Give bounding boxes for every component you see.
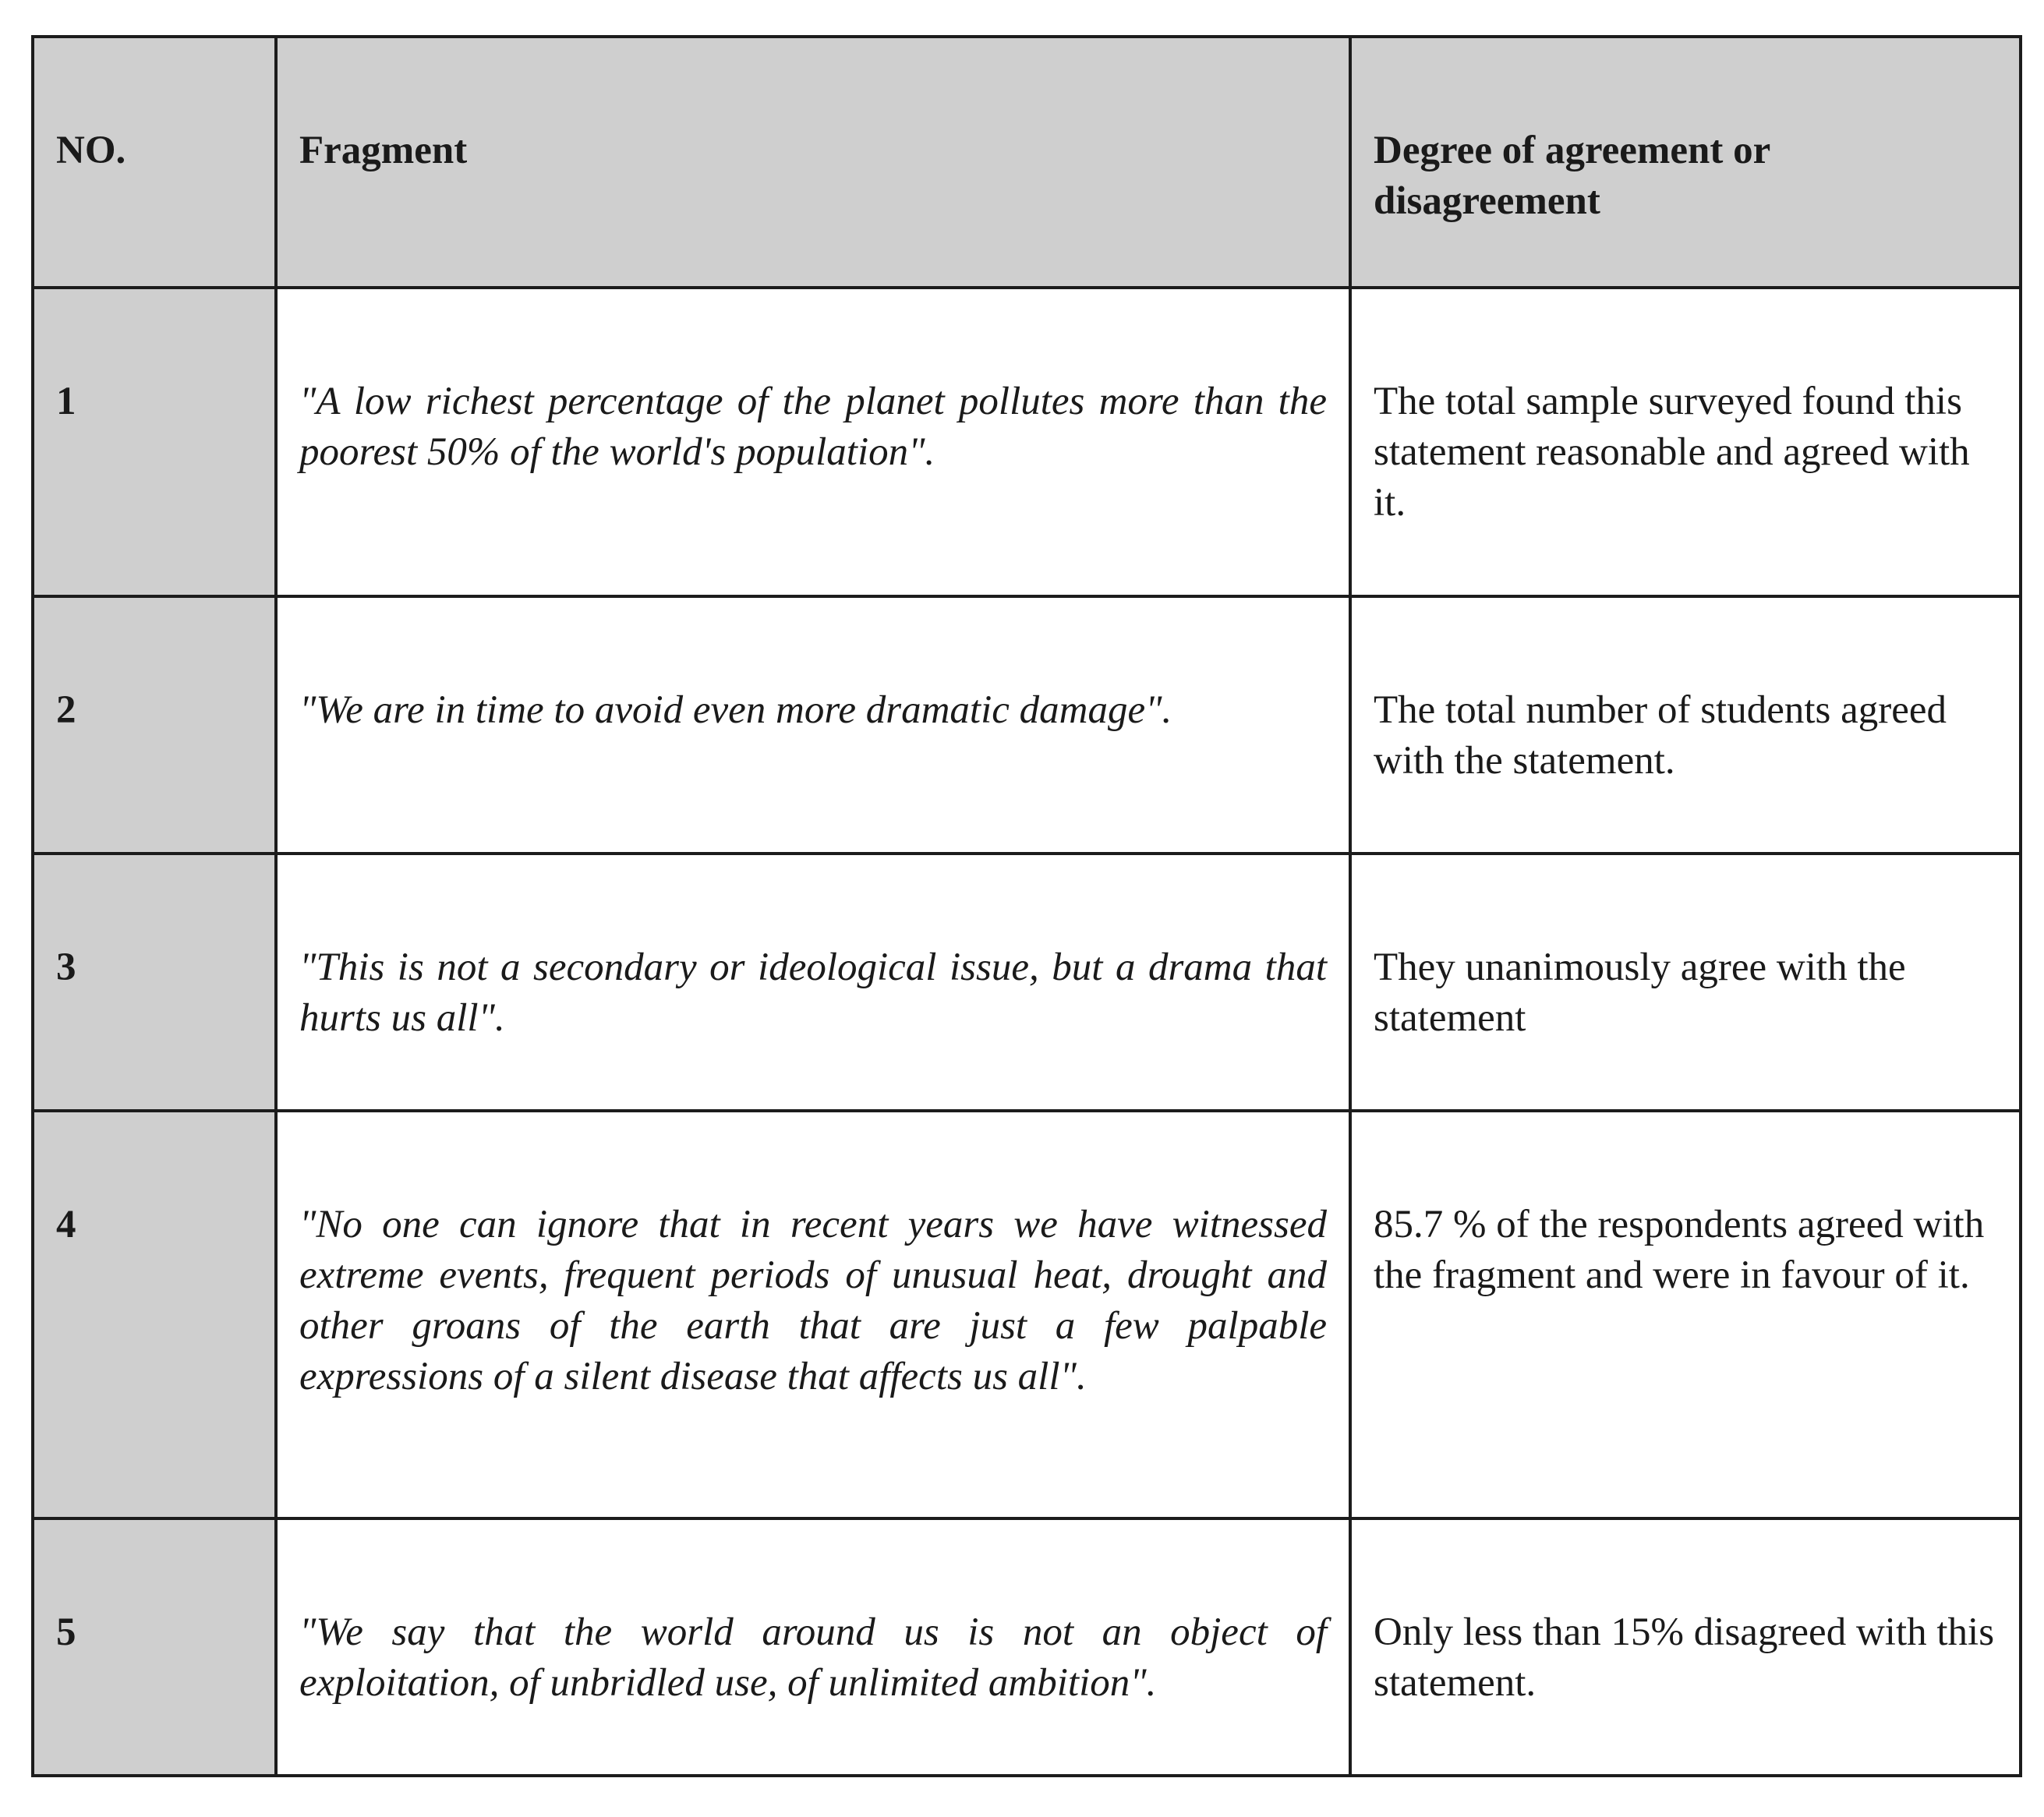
degree-text: They unanimously agree with the statement — [1374, 946, 1906, 1040]
header-no-label: NO. — [56, 129, 126, 172]
row-number-cell — [33, 1518, 276, 1776]
header-row — [33, 37, 2021, 288]
fragment-text: "We say that the world around us is not an object of exploitation, of unbridled use, of unlimited ambition". — [299, 1610, 1327, 1705]
degree-text: The total number of students agreed with the statement. — [1374, 688, 1947, 783]
row-number: 2 — [56, 688, 76, 732]
survey-table — [31, 35, 2022, 1777]
degree-cell — [1350, 854, 2021, 1111]
degree-cell — [1350, 596, 2021, 854]
degree-cell — [1350, 1111, 2021, 1518]
header-no — [33, 37, 276, 288]
fragment-text: "A low richest percentage of the planet pollutes more than the poorest 50% of the world's population". — [299, 380, 1327, 474]
table-body — [33, 288, 2021, 1776]
table-row — [33, 1111, 2021, 1518]
degree-cell — [1350, 1518, 2021, 1776]
row-number-cell — [33, 288, 276, 596]
table-row — [33, 596, 2021, 854]
fragment-cell — [276, 1111, 1350, 1518]
fragment-cell — [276, 854, 1350, 1111]
row-number: 4 — [56, 1203, 76, 1246]
degree-text: The total sample surveyed found this statement reasonable and agreed with it. — [1374, 380, 1970, 525]
degree-text: Only less than 15% disagreed with this statement. — [1374, 1610, 1995, 1705]
header-degree — [1350, 37, 2021, 288]
table-row — [33, 288, 2021, 596]
fragment-cell — [276, 596, 1350, 854]
fragment-cell — [276, 288, 1350, 596]
header-fragment-label: Fragment — [299, 129, 468, 172]
table-header — [33, 37, 2021, 288]
header-fragment — [276, 37, 1350, 288]
row-number: 1 — [56, 380, 76, 423]
degree-cell — [1350, 288, 2021, 596]
row-number-cell — [33, 1111, 276, 1518]
fragment-text: "No one can ignore that in recent years we have witnessed extreme events, frequent periods of unusual heat, drought and other groans of the earth that are just a few palpable expressions of a silent disease that affects us all". — [299, 1203, 1327, 1398]
fragment-cell — [276, 1518, 1350, 1776]
row-number: 5 — [56, 1610, 76, 1654]
header-degree-label: Degree of agreement or disagreement — [1374, 129, 1770, 223]
fragment-text: "We are in time to avoid even more dramatic damage". — [299, 688, 1172, 732]
row-number: 3 — [56, 946, 76, 989]
row-number-cell — [33, 854, 276, 1111]
fragment-text: "This is not a secondary or ideological issue, but a drama that hurts us all". — [299, 946, 1327, 1040]
degree-text: 85.7 % of the respondents agreed with the fragment and were in favour of it. — [1374, 1203, 1985, 1297]
row-number-cell — [33, 596, 276, 854]
table-row — [33, 1518, 2021, 1776]
table-row — [33, 854, 2021, 1111]
